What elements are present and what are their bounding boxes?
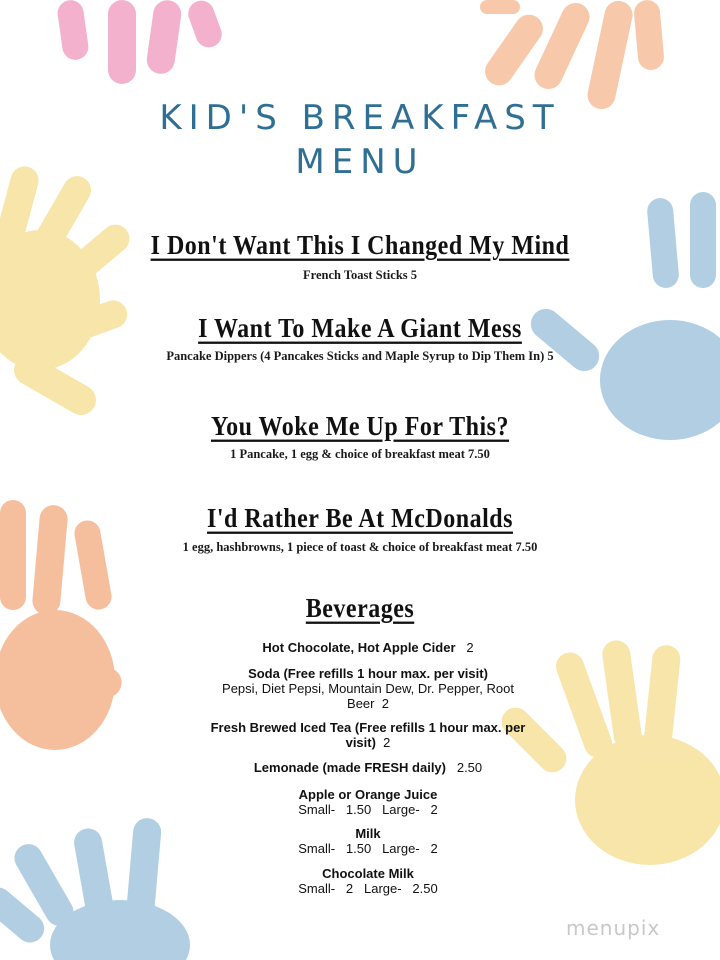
beverage-name: Soda (Free refills 1 hour max. per visit) bbox=[248, 666, 488, 681]
menu-title-line2: MENU bbox=[295, 142, 425, 182]
item-heading: I Want To Make A Giant Mess bbox=[198, 313, 522, 344]
beverage-item bbox=[200, 787, 536, 817]
menupix-watermark: menupix bbox=[566, 916, 661, 940]
item-heading: You Woke Me Up For This? bbox=[210, 411, 510, 442]
beverage-price: 2 bbox=[383, 735, 391, 750]
beverage-item bbox=[200, 866, 536, 896]
beverage-item bbox=[200, 760, 536, 775]
beverage-name: Chocolate Milk bbox=[322, 866, 414, 881]
beverages-heading: Beverages bbox=[305, 593, 415, 624]
beverage-price: 2.50 bbox=[456, 760, 483, 775]
beverage-name: Hot Chocolate, Hot Apple Cider bbox=[262, 640, 456, 655]
item-description: 1 Pancake, 1 egg & choice of breakfast meat 7.50 bbox=[230, 447, 490, 461]
menu-title: KID'S BREAKFAST bbox=[159, 98, 561, 138]
item-heading: I Don't Want This I Changed My Mind bbox=[150, 230, 570, 261]
beverage-item bbox=[200, 666, 536, 711]
beverage-item bbox=[200, 640, 536, 655]
beverage-price: 2 bbox=[466, 640, 474, 655]
item-description: 1 egg, hashbrowns, 1 piece of toast & choice of breakfast meat 7.50 bbox=[182, 540, 538, 554]
beverage-detail: Pepsi, Diet Pepsi, Mountain Dew, Dr. Pepper, Root Beer bbox=[222, 681, 514, 711]
beverage-name: Lemonade (made FRESH daily) bbox=[253, 760, 446, 775]
beverage-item bbox=[200, 826, 536, 856]
beverage-detail: Small- 1.50 Large- 2 bbox=[298, 802, 438, 817]
beverage-price: 2 bbox=[381, 696, 389, 711]
beverage-name: Milk bbox=[355, 826, 381, 841]
item-heading: I'd Rather Be At McDonalds bbox=[207, 503, 513, 534]
beverage-name: Apple or Orange Juice bbox=[298, 787, 438, 802]
beverage-detail: Small- 2 Large- 2.50 bbox=[298, 881, 438, 896]
item-description: Pancake Dippers (4 Pancakes Sticks and Maple Syrup to Dip Them In) 5 bbox=[166, 349, 554, 363]
item-description: French Toast Sticks 5 bbox=[302, 268, 418, 282]
beverage-detail: Small- 1.50 Large- 2 bbox=[298, 841, 438, 856]
beverage-name: Fresh Brewed Iced Tea (Free refills 1 hour max. per visit) bbox=[210, 720, 526, 750]
beverage-item bbox=[200, 720, 536, 750]
